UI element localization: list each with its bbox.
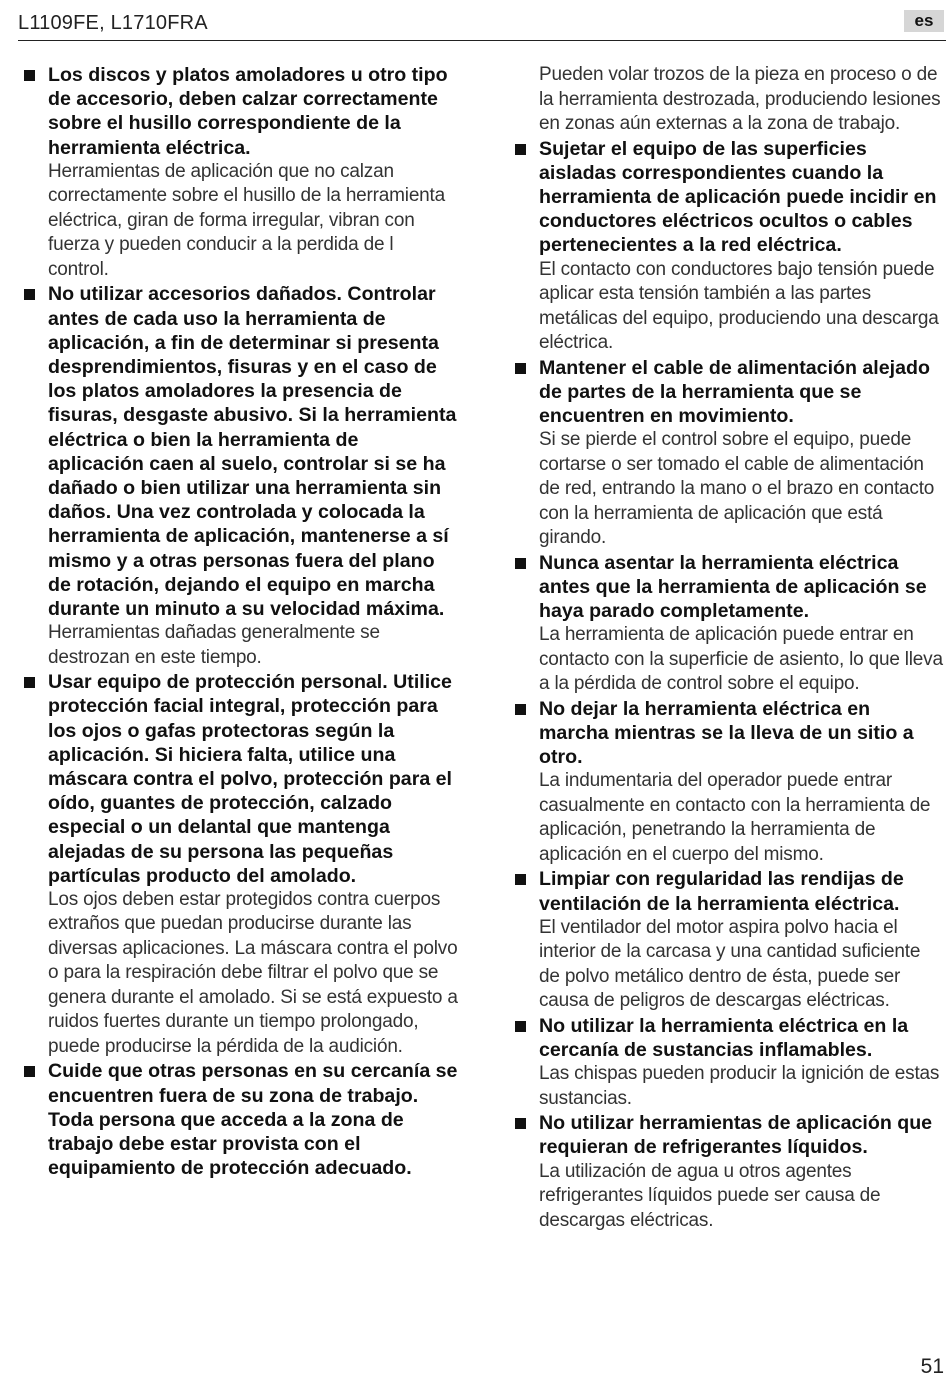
safety-item-explanation: Las chispas pueden producir la ignición de estas sustancias. bbox=[539, 1063, 940, 1109]
safety-item-heading: No utilizar herramientas de aplicación que requieran de refrigerantes líquidos. bbox=[539, 1112, 933, 1159]
safety-item-heading: Usar equipo de protección personal. Utilice protección facial integral, protección para los ojos o gafas protectoras según la aplicación. Si hiciera falta, utilice una máscara contra el polvo, protección para el oído, guantes de protección, calzado especial o un delantal que mantenga alejadas de su persona las pequeñas partículas producto del amolado. bbox=[48, 671, 452, 887]
square-bullet-icon bbox=[24, 1066, 35, 1077]
safety-item-explanation: Herramientas dañadas generalmente se destrozan en este tiempo. bbox=[48, 622, 380, 668]
page-number: 51 bbox=[920, 1355, 944, 1378]
left-column bbox=[18, 63, 458, 1181]
square-bullet-icon bbox=[24, 70, 35, 81]
safety-item-explanation: La herramienta de aplicación puede entrar en contacto con la superficie de asiento, lo que lleva a la pérdida de control sobre el equipo. bbox=[539, 624, 943, 695]
safety-item bbox=[509, 137, 945, 356]
safety-item-explanation: Herramientas de aplicación que no calzan correctamente sobre el husillo de la herramienta eléctrica, giran de forma irregular, vibran con fuerza y pueden conducir a la perdida de l control. bbox=[48, 160, 445, 280]
safety-item-heading: Mantener el cable de alimentación alejado de partes de la herramienta que se encuentren en movimiento. bbox=[539, 356, 930, 427]
safety-item bbox=[509, 551, 945, 697]
safety-item-heading: Nunca asentar la herramienta eléctrica antes que la herramienta de aplicación se haya parado completamente. bbox=[539, 551, 927, 623]
safety-item-heading: No utilizar accesorios dañados. Controlar antes de cada uso la herramienta de aplicación, a fin de determinar si presenta desprendimientos, fisuras y en el caso de los platos amoladores la presencia de fisuras, desgaste abusivo. Si la herramienta eléctrica o bien la herramienta de aplicación caen al suelo, controlar si se ha dañado o bien utilizar una herramienta sin daños. Una vez controlada y colocada la herramienta de aplicación, mantenerse a sí mismo y a otras personas fuera del plano de rotación, dejando el equipo en marcha durante un minuto a su velocidad máxima. bbox=[48, 283, 457, 620]
safety-item-heading: No dejar la herramienta eléctrica en marcha mientras se la lleva de un sitio a otro. bbox=[539, 697, 914, 769]
square-bullet-icon bbox=[515, 1021, 526, 1032]
safety-item bbox=[509, 867, 945, 1013]
square-bullet-icon bbox=[515, 363, 526, 374]
safety-item bbox=[18, 670, 458, 1059]
safety-item bbox=[509, 1014, 945, 1111]
safety-item bbox=[509, 1111, 945, 1233]
square-bullet-icon bbox=[24, 677, 35, 688]
square-bullet-icon bbox=[515, 558, 526, 569]
model-title: L1109FE, L1710FRA bbox=[18, 12, 208, 34]
page-header bbox=[18, 10, 946, 41]
square-bullet-icon bbox=[515, 1118, 526, 1129]
safety-item bbox=[509, 356, 945, 551]
safety-item bbox=[509, 697, 945, 868]
square-bullet-icon bbox=[515, 874, 526, 885]
square-bullet-icon bbox=[515, 144, 526, 155]
safety-item-heading: Cuide que otras personas en su cercanía se encuentren fuera de su zona de trabajo. Toda persona que acceda a la zona de trabajo debe estar provista con el equipamiento de protección adecuado. bbox=[48, 1060, 458, 1180]
safety-item bbox=[18, 1059, 458, 1180]
square-bullet-icon bbox=[24, 289, 35, 300]
safety-item-explanation: El ventilador del motor aspira polvo hacia el interior de la carcasa y una cantidad suficiente de polvo metálico dentro de ésta, puede ser causa de peligros de descargas eléctricas. bbox=[539, 916, 921, 1012]
safety-item-explanation: La indumentaria del operador puede entrar casualmente en contacto con la herramienta de aplicación, penetrando la herramienta de aplicación en el cuerpo del mismo. bbox=[539, 770, 931, 865]
safety-item bbox=[18, 282, 458, 670]
square-bullet-icon bbox=[515, 704, 526, 715]
safety-item-explanation: El contacto con conductores bajo tensión puede aplicar esta tensión también a las partes metálicas del equipo, produciendo una descarga eléctrica. bbox=[539, 258, 939, 354]
safety-item-heading: Los discos y platos amoladores u otro tipo de accesorio, deben calzar correctamente sobre el husillo correspondiente de la herramienta eléctrica. bbox=[48, 64, 448, 159]
safety-item-heading: Sujetar el equipo de las superficies aisladas correspondientes cuando la herramienta de aplicación puede incidir en conductores eléctricos ocultos o cables pertenecientes a la red eléctrica. bbox=[539, 137, 937, 257]
safety-item-explanation: Si se pierde el control sobre el equipo, puede cortarse o ser tomado el cable de alimentación de red, entrando la mano o el brazo en contacto con la herramienta de aplicación que está girando. bbox=[539, 429, 935, 549]
safety-item-heading: Limpiar con regularidad las rendijas de ventilación de la herramienta eléctrica. bbox=[539, 868, 904, 915]
continuation-text: Pueden volar trozos de la pieza en proceso o de la herramienta destrozada, produciendo lesiones en zonas aún externas a la zona de trabajo. bbox=[539, 64, 941, 134]
safety-item-explanation: Los ojos deben estar protegidos contra cuerpos extraños que puedan producirse durante las diversas aplicaciones. La máscara contra el polvo o para la respiración debe filtrar el polvo que se genera durante el amolado. Si se está expuesto a ruidos fuertes durante un tiempo prolongado, puede producirse la pérdida de la audición. bbox=[48, 888, 458, 1057]
safety-item-heading: No utilizar la herramienta eléctrica en la cercanía de sustancias inflamables. bbox=[539, 1014, 909, 1061]
safety-item-explanation: La utilización de agua u otros agentes refrigerantes líquidos puede ser causa de descargas eléctricas. bbox=[539, 1160, 881, 1231]
right-column bbox=[509, 63, 945, 1233]
language-badge: es bbox=[904, 10, 944, 32]
safety-item bbox=[18, 63, 458, 282]
